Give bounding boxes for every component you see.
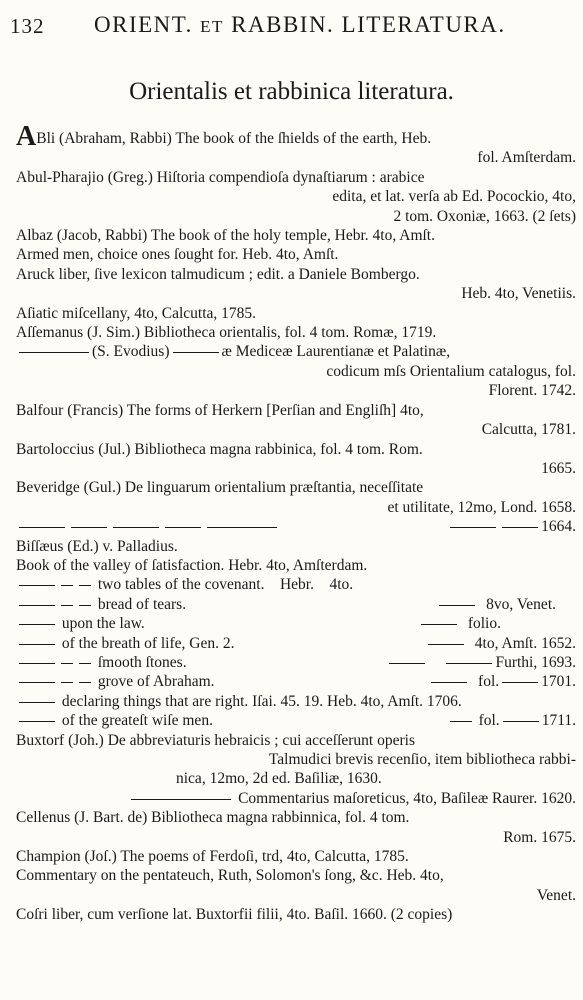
entry-text: Venet.: [536, 886, 576, 904]
entry-text: Calcutta, 1781.: [481, 421, 576, 439]
ditto-rule: [446, 663, 492, 664]
entry-text: fol. Amſterdam.: [477, 149, 576, 167]
entry-text: ſmooth ſtones.: [97, 653, 187, 671]
entry-text: fol.: [478, 673, 500, 691]
running-title-part: RABBIN. LITERATURA.: [231, 12, 506, 37]
entry-text: Champion (Joſ.) The poems of Ferdoſi, trd, 4to, Calcutta, 1785.: [16, 848, 409, 866]
entry-bartoloccius: [16, 440, 576, 479]
entry-text: Heb. 4to, Venetiis.: [461, 285, 576, 303]
ditto-rule: [19, 624, 55, 625]
entry-text: Buxtorf (Joh.) De abbreviaturis hebraicis ; cui acceſſerunt operis: [16, 731, 415, 749]
entry-text: Aſſemanus (J. Sim.) Bibliotheca orientalis, fol. 4 tom. Romæ, 1719.: [16, 324, 437, 342]
entry-book-valley: [16, 556, 576, 575]
entry-text: Aſiatic miſcellany, 4to, Calcutta, 1785.: [16, 304, 257, 322]
ditto-rule: [19, 644, 55, 645]
entry-text: Florent. 1742.: [488, 382, 576, 400]
entry-text: Book of the valley of ſatisfaction. Hebr. 4to, Amſterdam.: [16, 556, 368, 574]
ditto-rule: [19, 527, 65, 528]
page-title: Orientalis et rabbinica literatura.: [129, 78, 454, 105]
entry-text: Balfour (Francis) The forms of Herkern [Perſian and Engliſh] 4to,: [16, 401, 424, 419]
entry-text: edita, et lat. verſa ab Ed. Pocockio, 4to,: [332, 188, 576, 206]
ditto-rule: [79, 682, 91, 683]
entry-text: Aruck liber, ſive lexicon talmudicum ; edit. a Daniele Bombergo.: [16, 265, 420, 283]
ditto-rule: [421, 624, 457, 625]
ditto-rule: [389, 663, 425, 664]
ditto-rule: [439, 605, 475, 606]
ditto-rule: [79, 663, 91, 664]
entry-text: 8vo, Venet.: [486, 595, 556, 613]
bibliography-list: [16, 121, 576, 925]
entry-text: Hebr.: [279, 576, 314, 594]
entry-text: Bli (Abraham, Rabbi) The book of the ſhields of the earth, Heb.: [36, 130, 432, 147]
entry-text: Talmudici brevis recenſio, item bibliotheca rabbi-: [268, 751, 576, 768]
entry-text: Armed men, choice ones ſought for. Heb. 4to, Amſt.: [16, 246, 339, 264]
entry-text: Beveridge (Gul.) De linguarum orientalium præſtantia, neceſſitate: [16, 479, 424, 497]
ditto-rule: [71, 527, 107, 528]
ditto-rule: [428, 644, 464, 645]
ditto-rule: [502, 682, 538, 683]
ditto-rule: [165, 527, 201, 528]
entry-albaz: [16, 226, 576, 245]
entry-wise-men: [16, 711, 576, 730]
entry-text: folio.: [467, 615, 501, 633]
entry-commentary: [16, 866, 576, 905]
entry-text: Commentarius maſoreticus, 4to, Baſileæ Raurer. 1620.: [238, 789, 576, 807]
entry-text: æ Mediceæ Laurentianæ et Palatinæ,: [221, 343, 451, 361]
ditto-rule: [61, 682, 73, 683]
entry-text: Abul-Pharajio (Greg.) Hiſtoria compendioſa dynaſtiarum : arabice: [16, 168, 425, 186]
ditto-rule: [450, 721, 472, 722]
drop-initial: A: [16, 121, 37, 152]
entry-text: Commentary on the pentateuch, Ruth, Solomon's ſong, &c. Heb. 4to,: [16, 867, 444, 885]
running-title-et: ET: [200, 17, 224, 36]
entry-text: Bartoloccius (Jul.) Bibliotheca magna rabbinica, fol. 4 tom. Rom.: [16, 440, 423, 458]
entry-grove: [16, 672, 576, 691]
entry-cellenus: [16, 808, 576, 847]
entry-aruck: [16, 265, 576, 304]
ditto-rule: [450, 527, 496, 528]
ditto-rule: [207, 527, 277, 528]
ditto-rule: [113, 527, 159, 528]
entry-text: 1664.: [541, 518, 576, 536]
entry-text: et utilitate, 12mo, Lond. 1658.: [387, 498, 576, 516]
entry-declaring: [16, 692, 576, 711]
entry-text: nica, 12mo, 2d ed. Baſiliæ, 1630.: [176, 770, 382, 788]
entry-text: of the greateſt wiſe men.: [61, 712, 213, 730]
ditto-rule: [431, 682, 467, 683]
entry-text: 1665.: [541, 459, 576, 477]
entry-text: 1701.: [541, 673, 576, 691]
ditto-rule: [19, 721, 55, 722]
ditto-rule: [19, 663, 55, 664]
running-title-part: ORIENT.: [94, 12, 193, 37]
ditto-line: [16, 517, 576, 536]
entry-bissaeus: [16, 537, 576, 556]
entry-text: two tables of the covenant.: [97, 576, 265, 594]
entry-bread: [16, 595, 576, 614]
ditto-rule: [503, 721, 539, 722]
entry-text: Albaz (Jacob, Rabbi) The book of the holy temple, Hebr. 4to, Amſt.: [16, 227, 435, 245]
entry-text: fol.: [478, 712, 500, 730]
ditto-rule: [19, 702, 55, 703]
entry-text: (S. Evodius): [92, 343, 170, 361]
entry-assemanus: [16, 323, 576, 401]
entry-breath: [16, 634, 576, 653]
ditto-rule: [61, 663, 73, 664]
ditto-rule: [79, 585, 91, 586]
entry-text: Biſſæus (Ed.) v. Palladius.: [16, 537, 178, 555]
entry-armed-men: [16, 245, 576, 264]
entry-asiatic: [16, 304, 576, 323]
entry-abul-pharajio: [16, 168, 576, 226]
running-header: [8, 8, 578, 42]
ditto-rule: [19, 585, 55, 586]
entry-beveridge: [16, 478, 576, 536]
ditto-rule: [502, 527, 538, 528]
entry-text: upon the law.: [61, 615, 145, 633]
entry-smooth-stones: [16, 653, 576, 672]
entry-cosri: [16, 905, 576, 924]
entry-balfour: [16, 401, 576, 440]
entry-text: bread of tears.: [97, 595, 187, 613]
entry-text: codicum mſs Orientalium catalogus, fol.: [326, 362, 576, 380]
entry-champion: [16, 847, 576, 866]
entry-text: of the breath of life, Gen. 2.: [61, 634, 235, 652]
page-number: 132: [10, 14, 45, 38]
entry-text: grove of Abraham.: [97, 673, 215, 691]
entry-text: 4to.: [329, 576, 354, 594]
running-title: [94, 12, 506, 38]
ditto-rule: [19, 352, 89, 353]
ditto-rule: [61, 605, 73, 606]
entry-text: declaring things that are right. Iſai. 45. 19. Heb. 4to, Amſt. 1706.: [61, 692, 462, 710]
entry-text: 2 tom. Oxoniæ, 1663. (2 ſets): [393, 207, 576, 225]
entry-text: Coſri liber, cum verſione lat. Buxtorfii filii, 4to. Baſil. 1660. (2 copies): [16, 906, 453, 924]
ditto-rule: [61, 585, 73, 586]
entry-text: 4to, Amſt. 1652.: [474, 634, 576, 652]
entry-text: 1711.: [541, 712, 576, 730]
entry-text: Cellenus (J. Bart. de) Bibliotheca magna rabbinnica, fol. 4 tom.: [16, 809, 410, 827]
entry-abli: [16, 121, 576, 168]
ditto-rule: [19, 605, 55, 606]
entry-text: Furthi, 1693.: [495, 653, 576, 671]
ditto-rule: [131, 799, 231, 800]
ditto-rule: [173, 352, 219, 353]
ditto-rule: [79, 605, 91, 606]
ditto-rule: [19, 682, 55, 683]
entry-two-tables: [16, 575, 576, 594]
entry-buxtorf: [16, 731, 576, 809]
entry-upon-law: [16, 614, 576, 633]
entry-text: Rom. 1675.: [503, 828, 576, 846]
